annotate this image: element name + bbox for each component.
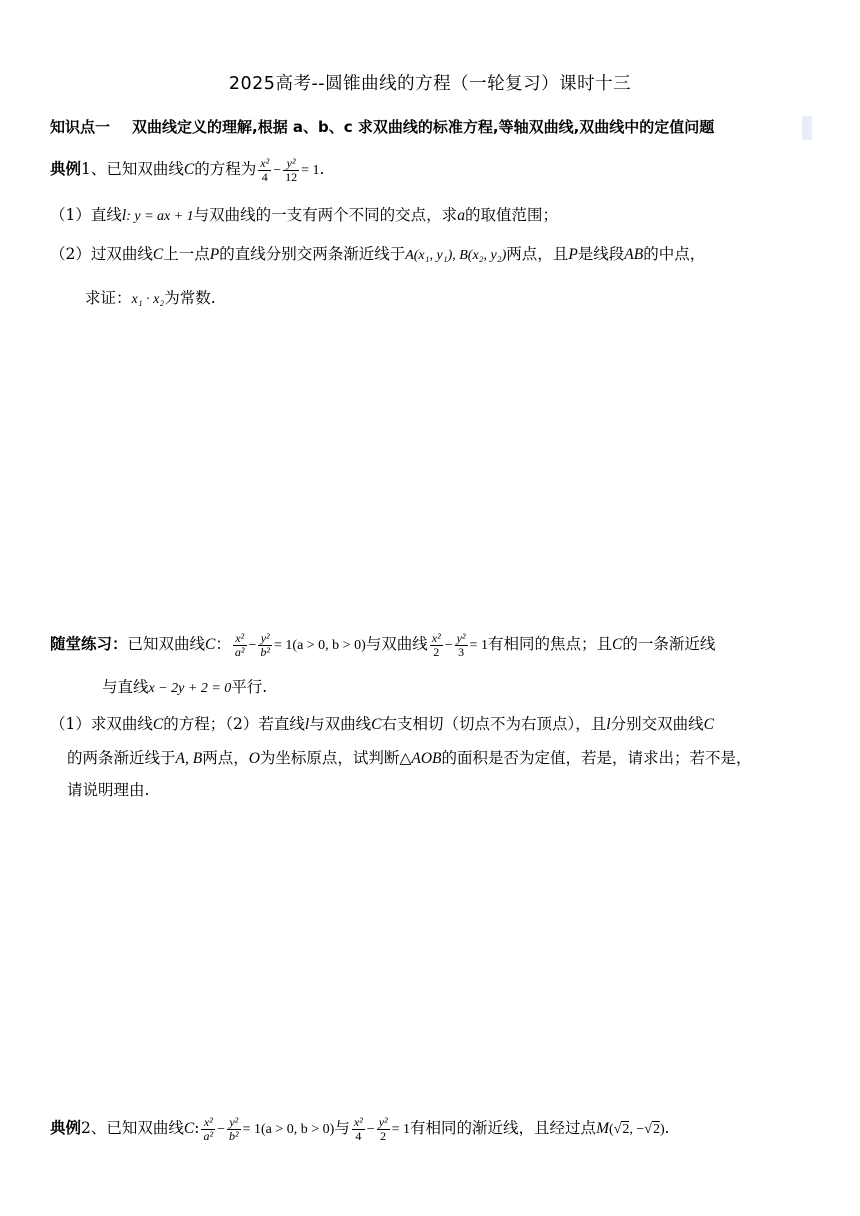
fraction-y2-2 xyxy=(377,1116,390,1142)
practice-q1 xyxy=(50,712,714,734)
prove-end: 为常数. xyxy=(164,289,216,307)
practice-lead: 随堂练习： xyxy=(50,635,128,654)
practice-q3: 请说明理由. xyxy=(67,781,150,799)
frac-den: 4 xyxy=(355,1128,362,1143)
example1-part2 xyxy=(50,242,705,264)
equation-rest: = 1 xyxy=(469,638,488,654)
frac-num: x² xyxy=(260,156,270,170)
frac-den: 4 xyxy=(261,169,268,184)
var-l: l xyxy=(606,716,611,733)
part2-prefix: （2）过双曲线 xyxy=(50,245,153,263)
var-C: C xyxy=(371,716,382,733)
fraction-y2-3 xyxy=(455,632,468,658)
paren-open: ( xyxy=(608,1122,614,1138)
practice-text4: 的一条渐近线 xyxy=(622,635,716,654)
frac-num: x² xyxy=(233,632,247,646)
frac-den: a² xyxy=(203,1128,214,1143)
example1-part1 xyxy=(50,203,558,225)
part1-end: 的取值范围； xyxy=(464,206,558,224)
colon: ： xyxy=(215,635,231,654)
frac-den: 12 xyxy=(285,169,298,184)
line2-text2: 平行. xyxy=(231,678,268,696)
practice-line2 xyxy=(102,675,267,697)
point-M-coords: (√2, −√2) xyxy=(608,1122,665,1138)
var-P: P xyxy=(568,246,578,263)
example1-text2: 的方程为 xyxy=(194,160,257,179)
frac-den: b² xyxy=(229,1128,239,1143)
prove-text: 求证： xyxy=(85,289,132,307)
example2-lead: 典例 xyxy=(50,1119,82,1138)
var-AB: AB xyxy=(624,246,644,263)
example1-prove xyxy=(85,286,216,308)
q2-text1: 的两条渐近线于 xyxy=(67,749,176,767)
var-AB: A, B xyxy=(175,750,203,767)
paren-close: ) xyxy=(659,1122,665,1138)
frac-den: 3 xyxy=(458,644,465,659)
fraction-x2-4 xyxy=(258,157,271,183)
line-equation: : y = ax + 1 xyxy=(126,209,194,224)
practice-text2: 与双曲线 xyxy=(365,635,428,654)
page-title: 2025高考--圆锥曲线的方程（一轮复习）课时十三 xyxy=(228,74,632,94)
fraction-x2-a2 xyxy=(233,632,247,658)
q2-text2: 两点， xyxy=(202,749,249,767)
frac-num: x² xyxy=(353,1115,363,1129)
example2-stem: 典例2、已知双曲线C: $\frac{\text{x²}}{\text{a²}}$ − $\frac{\text{y²}}{\text{b²}}$ = 1(a > 0, b > 0)与 $\frac{\text{x²}}{4}$ − $\frac{\text{y²}}{2}$ = 1有相同的渐近线，且经过点M(√2, −√2). xyxy=(50,1115,670,1143)
frac-num: y² xyxy=(227,1116,241,1130)
var-M: M xyxy=(596,1120,609,1138)
fraction-x2-2 xyxy=(430,632,443,658)
equation-rest: = 1 xyxy=(301,163,320,179)
fraction-y2-12 xyxy=(283,157,299,183)
frac-den: 2 xyxy=(433,644,440,659)
var-C: C xyxy=(183,1120,195,1138)
points-AB: A(x₁, y₁), B(x₂, y₂) xyxy=(405,248,507,263)
period: . xyxy=(319,160,325,179)
q2-text4: 的面积是否为定值，若是，请求出；若不是， xyxy=(441,749,752,767)
part2-text3: 两点，且 xyxy=(506,245,569,263)
var-C: C xyxy=(703,716,714,733)
q1-text5: 分别交双曲线 xyxy=(610,715,704,733)
knowledge-point-heading xyxy=(50,116,714,137)
condition: = 1(a > 0, b > 0) xyxy=(274,638,366,654)
frac-den: 2 xyxy=(380,1128,387,1143)
frac-num: y² xyxy=(258,632,272,646)
fraction-y2-b2 xyxy=(227,1116,241,1142)
part2-text4: 是线段 xyxy=(577,245,625,263)
q1-text3: 与双曲线 xyxy=(309,715,372,733)
knowledge-point-label: 知识点一 xyxy=(50,118,111,136)
frac-num: y² xyxy=(456,631,466,645)
line2-text1: 与直线 xyxy=(102,678,149,696)
frac-num: x² xyxy=(431,631,441,645)
var-l: l xyxy=(304,716,310,733)
part2-text5: 的中点， xyxy=(643,245,706,263)
practice-stem: 随堂练习：已知双曲线C： $\frac{\text{x²}}{\text{a²}}$ − $\frac{\text{y²}}{\text{b²}}$ = 1(a > 0, b > 0)与双曲线 $\frac{\text{x²}}{2}$ − $\frac{\text{y²}}{3}$ = 1有相同的焦点；且C的一条渐近线 xyxy=(50,631,716,659)
sqrt-2: 2 xyxy=(622,1122,630,1138)
triangle-AOB: △AOB xyxy=(399,750,442,767)
highlight-marker xyxy=(802,116,812,140)
colon: : xyxy=(194,1119,200,1138)
example2-text2: 与 xyxy=(334,1119,350,1138)
fraction-x2-4 xyxy=(352,1116,365,1142)
product-x1-x2: x₁ · x₂ xyxy=(131,292,165,307)
example2-text1: 已知双曲线 xyxy=(106,1119,184,1138)
frac-num: y² xyxy=(378,1115,388,1129)
practice-text3: 有相同的焦点；且 xyxy=(487,635,612,654)
frac-den: a² xyxy=(234,644,245,659)
var-C: C xyxy=(152,716,164,733)
part2-text1: 上一点 xyxy=(163,245,210,263)
q1-text4: 右支相切（切点不为右顶点），且 xyxy=(381,715,607,733)
var-C: C xyxy=(152,246,164,263)
example2-text3: 有相同的渐近线，且经过点 xyxy=(410,1119,597,1138)
var-P: P xyxy=(209,246,220,263)
practice-text1: 已知双曲线 xyxy=(127,635,206,654)
var-O: O xyxy=(248,750,260,767)
practice-q2 xyxy=(67,746,752,768)
example2-number: 2、 xyxy=(81,1119,107,1138)
var-l: l xyxy=(121,207,127,224)
fraction-x2-a2 xyxy=(201,1116,215,1142)
comma-minus: , − xyxy=(629,1122,645,1138)
part2-text2: 的直线分别交两条渐近线于 xyxy=(219,245,406,263)
example1-stem: 典例1、已知双曲线C的方程为 $\frac{\text{x²}}{4}$ − $\frac{\text{y²}}{12}$ = 1. xyxy=(50,156,325,184)
q1-text2: 的方程；（2）若直线 xyxy=(163,715,305,733)
fraction-y2-b2 xyxy=(258,632,272,658)
example1-number: 1、 xyxy=(81,160,107,179)
example1-text: 已知双曲线 xyxy=(106,160,184,179)
q1-text: （1）求双曲线 xyxy=(50,715,153,733)
part1-text: 与双曲线的一支有两个不同的交点，求 xyxy=(193,206,458,224)
sqrt-2: 2 xyxy=(652,1122,660,1138)
condition: = 1(a > 0, b > 0) xyxy=(242,1122,335,1138)
line-equation: x − 2y + 2 = 0 xyxy=(148,681,232,696)
knowledge-point-text: 双曲线定义的理解,根据 a、b、c 求双曲线的标准方程,等轴双曲线,双曲线中的定值问题 xyxy=(132,118,715,136)
var-C: C xyxy=(205,636,216,654)
part1-prefix: （1）直线 xyxy=(50,206,122,224)
frac-num: y² xyxy=(283,157,299,171)
frac-num: x² xyxy=(201,1116,215,1130)
var-a: a xyxy=(457,207,465,224)
frac-den: b² xyxy=(260,644,271,659)
var-C: C xyxy=(611,636,623,654)
equation-rest: = 1 xyxy=(391,1122,411,1138)
var-C: C xyxy=(183,161,195,179)
example1-lead: 典例 xyxy=(50,160,82,179)
q2-text3: 为坐标原点，试判断 xyxy=(259,749,400,767)
period: . xyxy=(664,1119,670,1138)
